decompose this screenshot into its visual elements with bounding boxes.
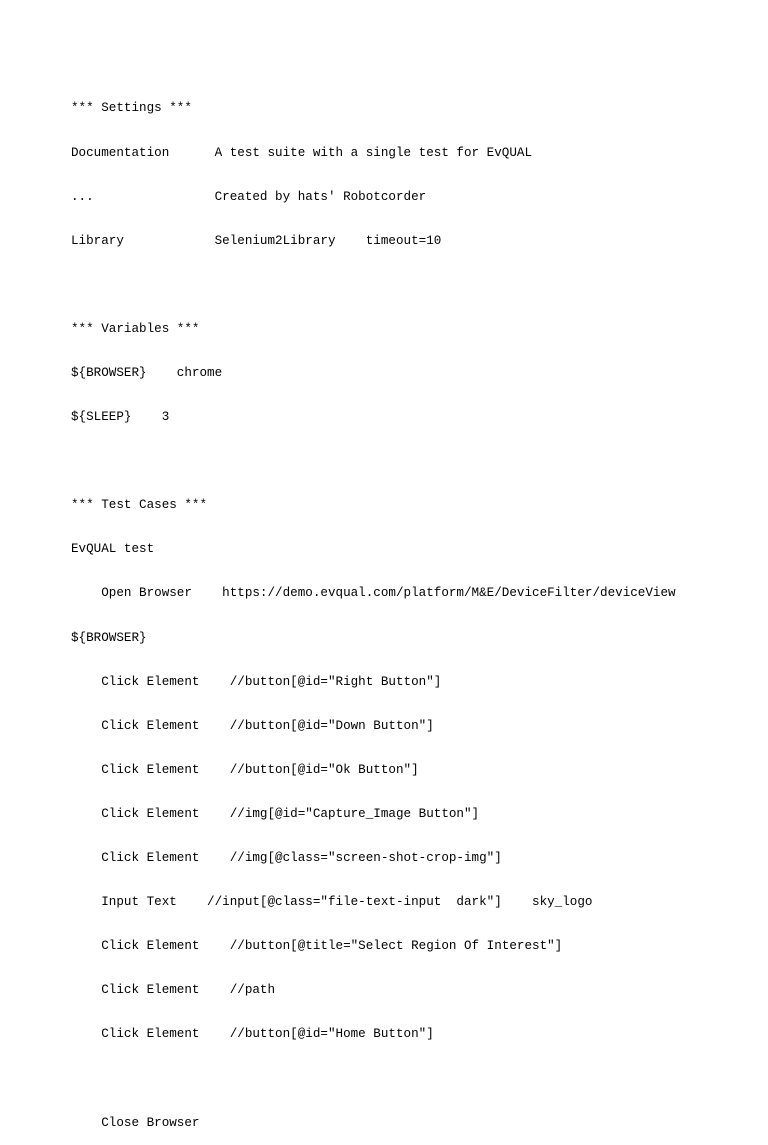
library-line: Library Selenium2Library timeout=10 <box>71 233 442 248</box>
click-down-button-step: Click Element //button[@id="Down Button"] <box>71 718 434 733</box>
variables-header: *** Variables *** <box>71 321 200 336</box>
blank-line <box>71 454 761 469</box>
click-right-button-step: Click Element //button[@id="Right Button"] <box>71 674 442 689</box>
documentation-line: Documentation A test suite with a single test for EvQUAL <box>71 145 533 160</box>
input-text-step: Input Text //input[@class="file-text-input dark"] sky_logo <box>71 895 593 910</box>
sleep-variable-line: ${SLEEP} 3 <box>71 410 170 425</box>
test-cases-header: *** Test Cases *** <box>71 498 208 513</box>
open-browser-step-wrapped-argument: ${BROWSER} <box>71 630 147 645</box>
blank-line <box>71 1071 761 1086</box>
click-screenshot-crop-step: Click Element //img[@class="screen-shot-crop-img"] <box>71 851 502 865</box>
click-path-step: Click Element //path <box>71 983 276 998</box>
click-select-region-step: Click Element //button[@title="Select Region Of Interest"] <box>71 939 563 954</box>
click-capture-image-step: Click Element //img[@id="Capture_Image Button"] <box>71 806 480 821</box>
browser-variable-line: ${BROWSER} chrome <box>71 365 223 380</box>
open-browser-step: Open Browser https://demo.evqual.com/platform/M&E/DeviceFilter/deviceView <box>71 586 676 601</box>
settings-header: *** Settings *** <box>71 101 192 116</box>
robot-test-script <box>71 72 761 1145</box>
test-case-name: EvQUAL test <box>71 542 155 557</box>
blank-line <box>71 278 761 293</box>
documentation-continuation-line: ... Created by hats' Robotcorder <box>71 189 427 204</box>
click-ok-button-step: Click Element //button[@id="Ok Button"] <box>71 762 419 777</box>
click-home-button-step: Click Element //button[@id="Home Button"] <box>71 1027 434 1042</box>
close-browser-step: Close Browser <box>71 1115 200 1130</box>
